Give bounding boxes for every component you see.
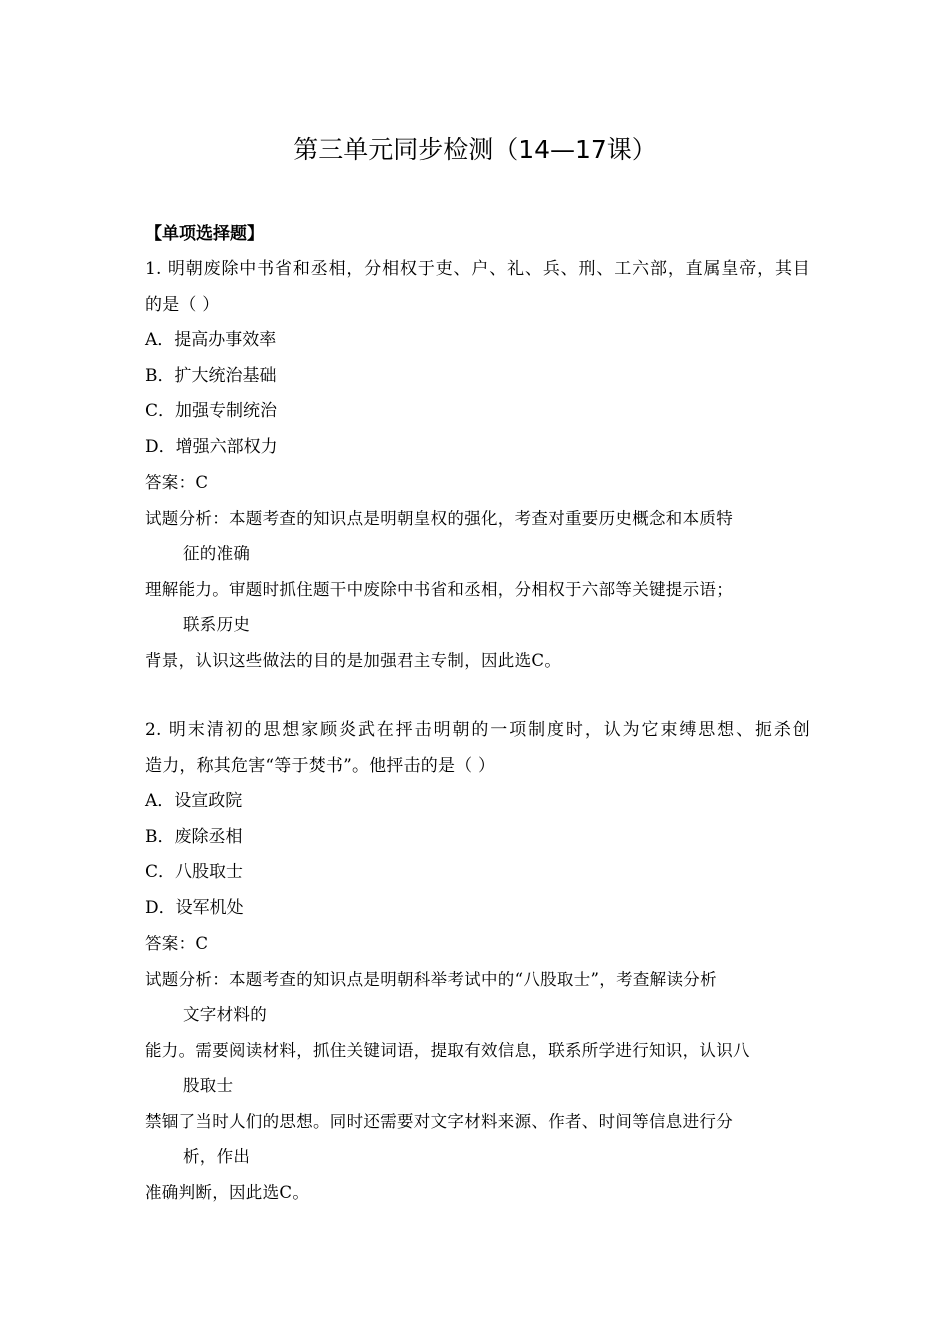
section-heading: 【单项选择题】 — [145, 224, 264, 244]
question-1-option-b: B．扩大统治基础 — [145, 365, 277, 386]
question-2-analysis-line-3: 能力。需要阅读材料，抓住关键词语，提取有效信息，联系所学进行知识，认识八 — [145, 1040, 750, 1060]
question-2 — [145, 713, 810, 1210]
question-2-answer: 答案：C — [145, 934, 209, 953]
question-1-answer: 答案：C — [145, 473, 209, 492]
question-2-analysis-line-1: 试题分析：本题考查的知识点是明朝科举考试中的“八股取士”，考查解读分析 — [145, 969, 717, 989]
question-1-analysis-line-4: 联系历史 — [183, 615, 251, 634]
question-2-analysis-line-2: 文字材料的 — [183, 1005, 267, 1024]
question-1-analysis-line-5: 背景，认识这些做法的目的是加强君主专制，因此选C。 — [145, 650, 562, 670]
question-2-option-d: D．设军机处 — [145, 897, 244, 918]
question-2-analysis-line-7: 准确判断，因此选C。 — [145, 1182, 310, 1202]
question-1-option-a: A．提高办事效率 — [145, 330, 277, 350]
question-2-option-b: B．废除丞相 — [145, 826, 243, 847]
question-spacer — [145, 678, 810, 713]
question-1-stem-line-2: 的是（ ） — [145, 294, 220, 315]
page-title: 第三单元同步检测（14—17课） — [293, 135, 657, 164]
document-body — [145, 216, 810, 1210]
question-2-analysis-line-6: 析，作出 — [183, 1147, 251, 1166]
question-1-stem-line-1: 1. 明朝废除中书省和丞相，分相权于吏、户、礼、兵、刑、工六部，直属皇帝，其目 — [145, 259, 810, 279]
question-1 — [145, 252, 810, 678]
question-1-option-d: D．增强六部权力 — [145, 436, 278, 457]
question-2-stem-line-2: 造力，称其危害“等于焚书”。他抨击的是（ ） — [145, 755, 496, 776]
question-2-option-a: A．设宣政院 — [145, 791, 243, 811]
question-1-option-c: C．加强专制统治 — [145, 401, 278, 421]
question-1-analysis-line-1: 试题分析：本题考查的知识点是明朝皇权的强化，考查对重要历史概念和本质特 — [145, 508, 733, 528]
question-2-stem-line-1: 2. 明末清初的思想家顾炎武在抨击明朝的一项制度时，认为它束缚思想、扼杀创 — [145, 720, 810, 740]
question-1-analysis-line-2: 征的准确 — [183, 544, 251, 563]
question-2-analysis-line-5: 禁锢了当时人们的思想。同时还需要对文字材料来源、作者、时间等信息进行分 — [145, 1111, 733, 1131]
question-2-option-c: C．八股取士 — [145, 862, 244, 882]
question-2-analysis-line-4: 股取士 — [183, 1076, 234, 1095]
question-1-analysis-line-3: 理解能力。审题时抓住题干中废除中书省和丞相，分相权于六部等关键提示语； — [145, 579, 733, 599]
